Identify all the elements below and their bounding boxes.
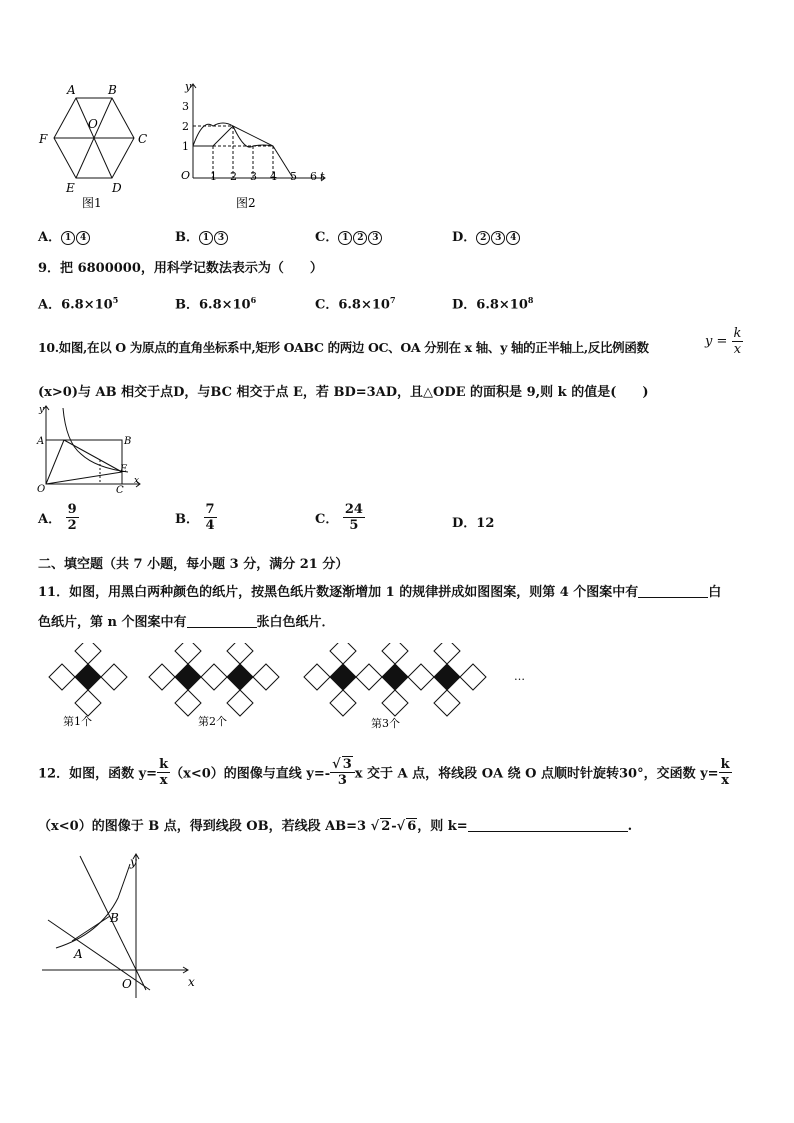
hexagon-label-d: D xyxy=(112,181,122,195)
section-2-title: 二、填空题（共 7 小题，每小题 3 分，满分 21 分） xyxy=(38,557,349,572)
q12-fig-a: A xyxy=(74,947,83,961)
graph-x-tick-3: 3 xyxy=(250,170,257,183)
white-tile xyxy=(356,664,382,690)
graph-origin: O xyxy=(181,169,191,182)
q12-figure xyxy=(38,848,208,1003)
q10-option-c[interactable]: C． $\frac{24}{5}$ xyxy=(315,502,363,533)
q10-fig-b: B xyxy=(124,436,132,447)
q9-option-a[interactable]: A．$6.8\times 10^5$ xyxy=(38,295,119,313)
q10-function: y = $\frac{k}{x}$ xyxy=(705,326,742,357)
q11-caption-1: 第1个 xyxy=(63,715,92,728)
white-tile xyxy=(382,690,408,716)
q11-line2: 色纸片，第 n 个图案中有 张白色纸片． xyxy=(38,615,335,630)
q11-caption-3: 第3个 xyxy=(371,717,400,730)
graph-y-tick-2: 2 xyxy=(182,120,189,133)
white-tile xyxy=(175,643,201,664)
hexagon-label-o: O xyxy=(88,117,98,131)
q12-blank[interactable] xyxy=(468,831,628,832)
white-tile xyxy=(101,664,127,690)
white-tile xyxy=(253,664,279,690)
figure-2-caption: 图2 xyxy=(236,196,256,210)
q11-blank-2[interactable] xyxy=(187,627,257,628)
black-tile xyxy=(330,664,356,690)
q11-diamond-pattern xyxy=(49,643,486,716)
q10-option-d[interactable]: D．12 xyxy=(452,516,495,531)
graph-y-label: y xyxy=(185,80,192,93)
graph-x-tick-2: 2 xyxy=(230,170,237,183)
white-tile xyxy=(382,643,408,664)
q12-line2: （x<0）的图像于 B 点，得到线段 OB，若线段 AB=3 √ 2-√ 6，则 k= . xyxy=(38,819,633,834)
q12-fig-b: B xyxy=(110,911,119,925)
white-tile xyxy=(149,664,175,690)
q12-line1: 12．如图，函数 y= $\frac{k}{x}$ （x<0）的图像与直线 y=- $\frac{√ 3}{3}$ x 交于 A 点，将线段 OA 绕 O 点顺时针旋转30°，交函数 y= $\frac{k}{x}$ xyxy=(38,756,730,788)
q9-stem: 9．把 6800000，用科学记数法表示为（ ） xyxy=(38,261,323,276)
q10-option-b[interactable]: B． $\frac{7}{4}$ xyxy=(175,502,215,533)
q10-fig-a: A xyxy=(37,436,45,447)
q12-fig-x: x xyxy=(188,975,195,989)
q10-fig-y: y xyxy=(39,405,45,415)
graph-y-tick-3: 3 xyxy=(182,100,189,113)
black-tile xyxy=(75,664,101,690)
graph-x-tick-5: 5 xyxy=(290,170,297,183)
white-tile xyxy=(75,643,101,664)
figure-1-hexagon xyxy=(34,80,164,215)
white-tile xyxy=(304,664,330,690)
white-tile xyxy=(408,664,434,690)
white-tile xyxy=(227,643,253,664)
black-tile xyxy=(382,664,408,690)
white-tile xyxy=(434,643,460,664)
hexagon-label-f: F xyxy=(39,132,48,146)
graph-x-tick-1: 1 xyxy=(210,170,217,183)
graph-x-tick-6: 6 xyxy=(310,170,317,183)
figure-2-graph xyxy=(175,80,335,215)
q10-fig-x: x xyxy=(134,476,140,486)
hexagon-label-a: A xyxy=(67,83,76,97)
q12-fig-o: O xyxy=(122,977,132,991)
q8-option-a[interactable]: A． 1 4 xyxy=(38,230,91,246)
q12-fig-y: y xyxy=(130,855,137,869)
white-tile xyxy=(175,690,201,716)
q11-caption-2: 第2个 xyxy=(198,715,227,728)
graph-y-tick-1: 1 xyxy=(182,140,189,153)
black-tile xyxy=(175,664,201,690)
q8-option-d[interactable]: D． 2 3 4 xyxy=(452,230,521,246)
q9-option-b[interactable]: B．$6.8\times 10^6$ xyxy=(175,295,257,313)
black-tile xyxy=(227,664,253,690)
hexagon-label-e: E xyxy=(66,181,75,195)
q11-patterns-figure xyxy=(38,643,538,738)
q9-option-c[interactable]: C．$6.8\times 10^7$ xyxy=(315,295,396,313)
q11-ellipsis: … xyxy=(514,670,525,683)
q11-blank-1[interactable] xyxy=(638,597,708,598)
hexagon-label-b: B xyxy=(108,83,117,97)
q10-figure xyxy=(36,402,146,494)
q10-stem-line1: 10.如图,在以 O 为原点的直角坐标系中,矩形 OABC 的两边 OC、OA 分别在 x 轴、y 轴的正半轴上,反比例函数 xyxy=(38,340,649,355)
q9-option-d[interactable]: D．$6.8\times 10^8$ xyxy=(452,295,534,313)
white-tile xyxy=(227,690,253,716)
white-tile xyxy=(201,664,227,690)
white-tile xyxy=(49,664,75,690)
white-tile xyxy=(330,643,356,664)
q10-stem-line2: (x>0)与 AB 相交于点D，与BC 相交于点 E，若 BD=3AD，且△ODE 的面积是 9,则 k 的值是( ) xyxy=(38,385,649,400)
hexagon-label-c: C xyxy=(138,132,148,146)
white-tile xyxy=(75,690,101,716)
graph-x-label: t xyxy=(320,170,325,183)
white-tile xyxy=(330,690,356,716)
q10-option-a[interactable]: A． $\frac{9}{2}$ xyxy=(38,502,77,533)
q11-line1: 11．如图，用黑白两种颜色的纸片，按黑色纸片数逐渐增加 1 的规律拼成如图图案，则第 4 个图案中有 白 xyxy=(38,585,722,600)
q10-fig-o: O xyxy=(37,484,46,494)
figure-1-caption: 图1 xyxy=(82,196,102,210)
white-tile xyxy=(434,690,460,716)
q10-fig-e: E xyxy=(120,464,128,475)
q8-option-c[interactable]: C． 1 2 3 xyxy=(315,230,383,246)
q10-fig-c: C xyxy=(116,485,124,494)
white-tile xyxy=(460,664,486,690)
black-tile xyxy=(434,664,460,690)
graph-x-tick-4: 4 xyxy=(270,170,277,183)
q8-option-b[interactable]: B． 1 3 xyxy=(175,230,229,246)
